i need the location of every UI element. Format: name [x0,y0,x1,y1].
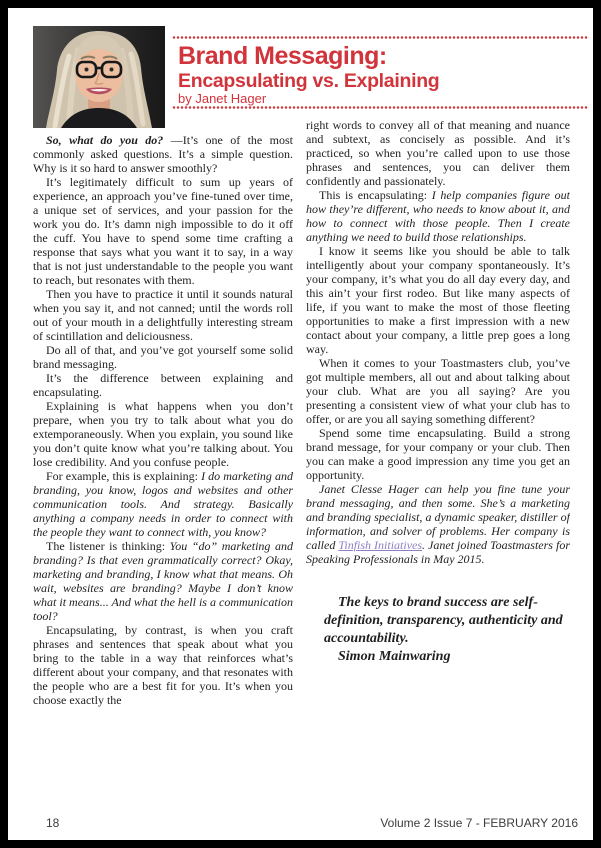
article-paragraph [33,469,293,539]
article-paragraph [33,371,293,399]
article-paragraph [33,133,293,175]
paragraph-text: So, what do you do? [46,133,171,147]
paragraph-text: I know it seems like you should be able to talk intelligently about your company spontaneously. It’s your company, it’s what you do all day every day, and this ain’t your first rodeo. But like many aspects of life, if you want to make the most of those fleeting opportunities to make a first impression with a new contact about your company, a little prep goes a long way. [306,244,570,356]
magazine-page [8,8,593,840]
paragraph-text: It’s legitimately difficult to sum up years of experience, an approach you’ve fine-tuned over time, a unique set of services, and your passion for the work you do. It’s damn nigh impossible to do it off the cuff. You have to spend some time crafting a response that says what you want it to say, in a way that is not just understandable to the people you want to reach, but resonates with them. [33,175,293,287]
pull-quote-text: The keys to brand success are self-definition, transparency, authenticity and accountability. [324,595,563,646]
article-paragraph [33,287,293,343]
article-paragraph [306,482,570,566]
article-title: Brand Messaging: [178,42,387,70]
pull-quote-attribution: Simon Mainwaring [338,649,451,664]
article-paragraph [306,356,570,426]
paragraph-text: right words to convey all of that meaning and nuance and subtext, as concisely as possible. And it’s practiced, so when you’re called upon to use those phrases and sentences, you can deliver them confidently and passionately. [306,118,570,188]
paragraph-text: Explaining is what happens when you don’t prepare, when you try to talk about what you do extemporaneously. When you explain, you sound like you don’t quite know what you’re talking about. You lose credibility. And you confuse people. [33,399,293,469]
page-number: 18 [46,816,60,830]
article-paragraph [306,426,570,482]
paragraph-text: Then you have to practice it until it sounds natural when you say it, and not canned; until the words roll out of your mouth in a delightfully interesting stream of scintillation and deliciousness. [33,287,293,343]
dotted-divider-top [172,36,589,39]
article-column-right-paragraphs [306,118,570,566]
paragraph-text: Do all of that, and you’ve got yourself some solid brand messaging. [33,343,293,371]
paragraph-text: —It’s one of the most commonly asked questions. It’s a simple question. Why is it so hard to answer smoothly? [33,133,293,175]
paragraph-text: For example, this is explaining: [46,469,202,483]
article-paragraph [306,244,570,356]
article-column-right [306,118,570,808]
paragraph-text: This is encapsulating: [319,188,432,202]
pull-quote [324,594,566,666]
article-paragraph [306,188,570,244]
article-paragraph [33,539,293,623]
paragraph-text: Encapsulating, by contrast, is when you craft phrases and sentences that speak about what you bring to the table in a way that reinforces what’s different about your company, and that resonates with the people who are a best fit for you. It’s when you choose exactly the [33,623,293,707]
paragraph-text: You “do” marketing and branding? Is that even grammatically correct? Okay, marketing and branding, I know what that means. Oh wait, websites are branding? Maybe I don’t know what it means... And what the hell is a communication tool? [33,539,293,623]
article-column-left [33,118,293,808]
article-byline: by Janet Hager [178,90,267,106]
article-paragraph [33,175,293,287]
issue-label: Volume 2 Issue 7 - FEBRUARY 2016 [380,816,578,830]
article-paragraph [33,623,293,707]
article-paragraph [306,118,570,188]
article-paragraph [33,343,293,371]
author-portrait-illustration [33,26,165,128]
article-subtitle: Encapsulating vs. Explaining [178,69,440,92]
paragraph-text: When it comes to your Toastmasters club, you’ve got multiple members, all out and about talking about your club. What are you all saying? Are you presenting a consistent view of what your club has to offer, or are you all saying something different? [306,356,570,426]
author-photo [33,26,165,128]
paragraph-text: I do marketing and branding, you know, logos and websites and other communication tools. And strategy. Basically anything a company needs in order to connect with the people they want to connect with, you know? [33,469,293,539]
paragraph-text: Janet Clesse Hager can help you fine tune your brand messaging, and then some. She’s a marketing and branding specialist, a dynamic speaker, distiller of information, and solver of problems. Her company is called [306,482,570,552]
article-paragraph [33,399,293,469]
paragraph-text: The listener is thinking: [46,539,170,553]
page-footer [46,816,578,830]
paragraph-text: It’s the difference between explaining and encapsulating. [33,371,293,399]
tinfish-initiatives-link[interactable]: Tinfish Initiatives [338,538,423,552]
paragraph-text: I help companies figure out how they’re different, who needs to know about it, and how to connect with those people. Then I create anything we need to build those relationships. [306,188,570,244]
paragraph-text: . Janet joined Toastmasters for Speaking Professionals in May 2015. [306,538,570,566]
paragraph-text: Spend some time encapsulating. Build a strong brand message, for your company or your club. Then you can make a good impression any time you get an opportunity. [306,426,570,482]
article-header [172,36,589,109]
dotted-divider-bottom [172,106,589,109]
article-body [33,118,570,808]
